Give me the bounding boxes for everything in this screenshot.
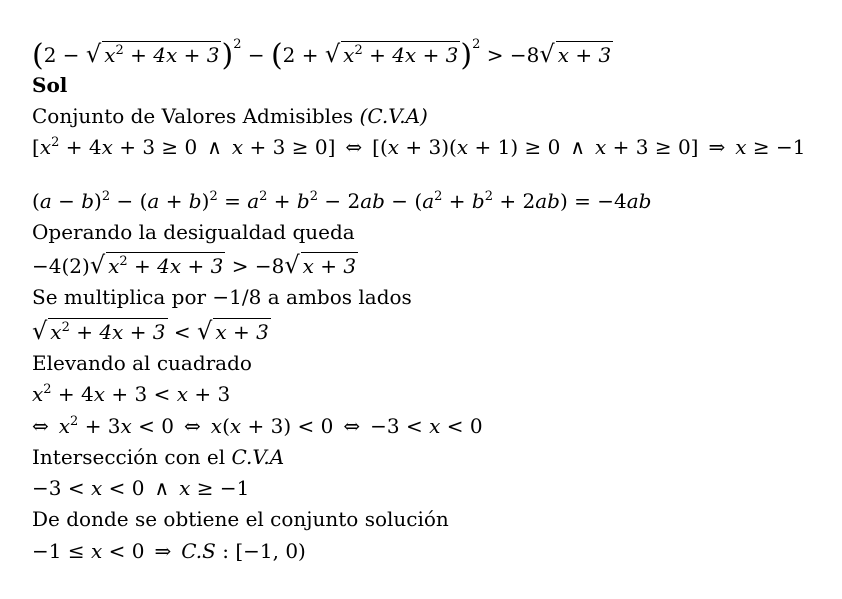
step-operando: Operando la desigualdad queda [32, 220, 355, 244]
main-inequality: (2 − √ $x^2 + 4x + 3)^2 - (2$ + √ $x^2 + 4x + 3)^2 > -8√$ x + 3 [32, 37, 612, 73]
domain-conditions: [$x^2 + 4x + 3 \ge 0$ ∧ x + 3 ≥ 0] ⇔ [(x + 3)(x + 1) ≥ 0 ∧ x + 3 ≥ 0] ⇒ x ≥ −1 [32, 135, 806, 159]
step-interseccion [32, 442, 284, 472]
sol-label: Sol [32, 73, 68, 97]
step-interseccion-pre: Intersección con el [32, 445, 232, 469]
reduced-inequality: −4(2)√ $x^2 + 4x + 3 > -8√$ x + 3 [32, 251, 357, 279]
algebraic-identity: $(a - b)^2 - (a + b)^2 = a^2 + b^2 - 2ab - (a^2 + b^2 + 2ab) = -4ab$ [32, 189, 652, 213]
intersection-expr: −3 < x < 0 ∧ x ≥ −1 [32, 476, 250, 500]
step-multiplica-pre: Se multiplica por [32, 285, 213, 309]
cva-text: Conjunto de Valores Admisibles [32, 104, 360, 128]
step-conjunto: De donde se obtiene el conjunto solución [32, 507, 449, 531]
step-multiplica-post: a ambos lados [261, 285, 412, 309]
equivalence-chain: ⇔ $x^2 + 3x < 0$ ⇔ x(x + 3) < 0 ⇔ −3 < x < 0 [32, 414, 483, 438]
squared-inequality: $x^2 + 4x + 3 < x + 3$ [32, 382, 231, 406]
cva-abbr: (C.V.A) [359, 104, 428, 128]
step-multiplica-val: −1/8 [212, 285, 262, 309]
step-multiplica [32, 282, 412, 312]
cva-heading [32, 101, 428, 131]
step-interseccion-abbr: C.V.A [231, 445, 285, 469]
radical-inequality: √ $x^2 + 4x + 3$ < √ x + 3 [32, 317, 269, 345]
solution-set: −1 ≤ x < 0 ⇒ C.S : [−1, 0) [32, 539, 306, 563]
step-elevando: Elevando al cuadrado [32, 351, 252, 375]
